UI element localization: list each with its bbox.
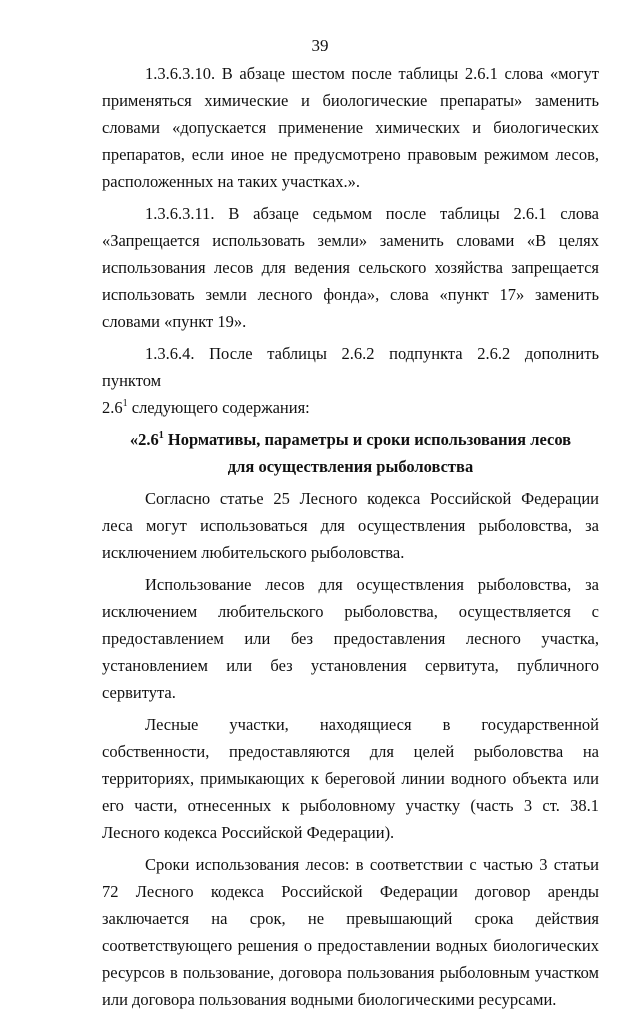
clause-number: 2.6: [102, 398, 123, 417]
paragraph-article-25: Согласно статье 25 Лесного кодекса Российской Федерации леса могут использоваться для осуществления рыболовства, за исключением любительского рыболовства.: [102, 489, 599, 562]
heading-number: «2.6: [129, 430, 159, 449]
section-heading-line-2: для осуществления рыболовства: [227, 457, 474, 476]
page-number: 39: [311, 36, 329, 55]
heading-superscript: 1: [158, 430, 164, 441]
heading-title: Нормативы, параметры и сроки использования лесов: [163, 430, 572, 449]
continuation-text: следующего содержания:: [127, 398, 310, 417]
paragraph-1-3-6-4: 1.3.6.4. После таблицы 2.6.2 подпункта 2.6.2 дополнить пунктом: [102, 344, 599, 390]
paragraph-forest-plots: Лесные участки, находящиеся в государственной собственности, предоставляются для целей рыболовства на территориях, примыкающих к береговой линии водного объекта или его части, отнесенных к рыболовному участку (часть 3 ст. 38.1 Лесного кодекса Российской Федерации).: [102, 715, 599, 842]
paragraph-terms: Сроки использования лесов: в соответствии с частью 3 статьи 72 Лесного кодекса Российской Федерации договор аренды заключается на срок, не превышающий срока действия соответствующего решения о предоставлении водных биологических ресурсов в пользование, договора пользования рыболовным участком или договора пользования водными биологическими ресурсами.: [102, 855, 599, 1009]
document-body: [102, 60, 599, 1018]
clause-superscript: 1: [122, 398, 128, 409]
paragraph-forest-use: Использование лесов для осуществления рыболовства, за исключением любительского рыболовства, осуществляется с предоставлением или без предоставления лесного участка, установлением или без установления сервитута, публичного сервитута.: [102, 575, 599, 702]
paragraph-1-3-6-3-11: 1.3.6.3.11. В абзаце седьмом после таблицы 2.6.1 слова «Запрещается использовать земли» заменить словами «В целях использования лесов для ведения сельского хозяйства запрещается использовать земли лесного фонда», слова «пункт 17» заменить словами «пункт 19».: [102, 204, 599, 331]
paragraph-1-3-6-4-continuation: [102, 394, 599, 421]
paragraph-1-3-6-3-10: 1.3.6.3.10. В абзаце шестом после таблицы 2.6.1 слова «могут применяться химические и биологические препараты» заменить словами «допускается применение химических и биологических препаратов, если иное не предусмотрено правовым режимом лесов, расположенных на таких участках.».: [102, 64, 599, 191]
section-heading-line-1: [102, 426, 599, 453]
